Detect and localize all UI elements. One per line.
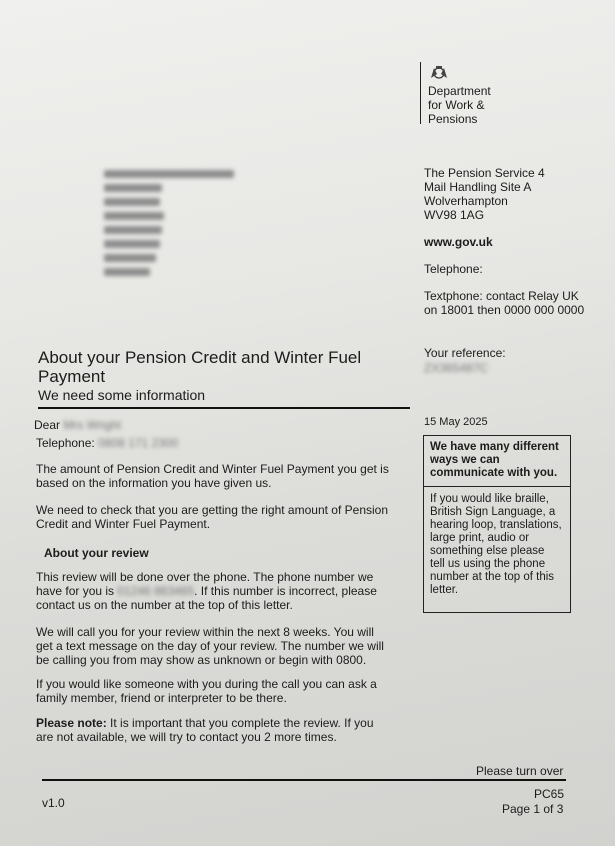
version-label: v1.0 <box>42 796 65 810</box>
recipient-phone: 0808 171 2300 <box>98 436 179 450</box>
greeting: Dear Mrs Wright <box>34 418 122 432</box>
communication-box-body: If you would like braille, British Sign Language, a hearing loop, translations, large print, audio or something else please tell us using the phone number at the top of this letter. <box>430 493 562 596</box>
form-code: PC65 <box>534 787 565 801</box>
communication-box <box>423 435 571 613</box>
letter-subtitle: We need some information <box>38 387 206 403</box>
letter-title: About your Pension Credit and Winter Fuel Payment <box>38 348 362 386</box>
turn-over-note: Please turn over <box>476 764 564 778</box>
telephone-label: Telephone: <box>424 262 483 276</box>
reference-value: ZX365487C <box>424 361 489 375</box>
paragraph-note: Please note: It is important that you complete the review. If you are not available, we will try to contact you 2 more times. <box>36 716 374 744</box>
department-name: Department for Work & Pensions <box>428 84 491 126</box>
dept-divider <box>420 62 421 124</box>
recipient-telephone: Telephone: 0808 171 2300 <box>36 436 179 450</box>
textphone-info: Textphone: contact Relay UK on 18001 then 0000 000 0000 <box>424 289 585 317</box>
royal-crest-icon <box>428 64 450 82</box>
page-number: Page 1 of 3 <box>502 802 564 816</box>
phone-on-file: 01246 863465 <box>117 584 195 598</box>
recipient-name: Mrs Wright <box>63 418 122 432</box>
footer-rule <box>42 779 566 781</box>
communication-box-heading: We have many different ways we can communicate with you. <box>424 441 570 487</box>
sender-address: The Pension Service 4 Mail Handling Site A Wolverhampton WV98 1AG <box>424 166 545 222</box>
paragraph-amount: The amount of Pension Credit and Winter Fuel Payment you get is based on the information you have given us. <box>36 462 389 490</box>
title-rule <box>38 407 410 409</box>
letter-date: 15 May 2025 <box>424 416 488 428</box>
recipient-address-redacted <box>104 170 234 282</box>
reference-label: Your reference: <box>424 346 506 360</box>
paragraph-companion: If you would like someone with you during the call you can ask a family member, friend or interpreter to be there. <box>36 677 377 705</box>
paragraph-call: We will call you for your review within the next 8 weeks. You will get a text message on the day of your review. The number we will be calling you from may show as unknown or begin with 0800. <box>36 625 384 667</box>
paragraph-check: We need to check that you are getting the right amount of Pension Credit and Winter Fuel Payment. <box>36 503 389 531</box>
section-heading-review: About your review <box>44 546 149 560</box>
website: www.gov.uk <box>424 235 493 249</box>
paragraph-review: This review will be done over the phone. The phone number we have for you is 01246 863465. If this number is incorrect, please contact us on the number at the top of this letter. <box>36 570 377 612</box>
